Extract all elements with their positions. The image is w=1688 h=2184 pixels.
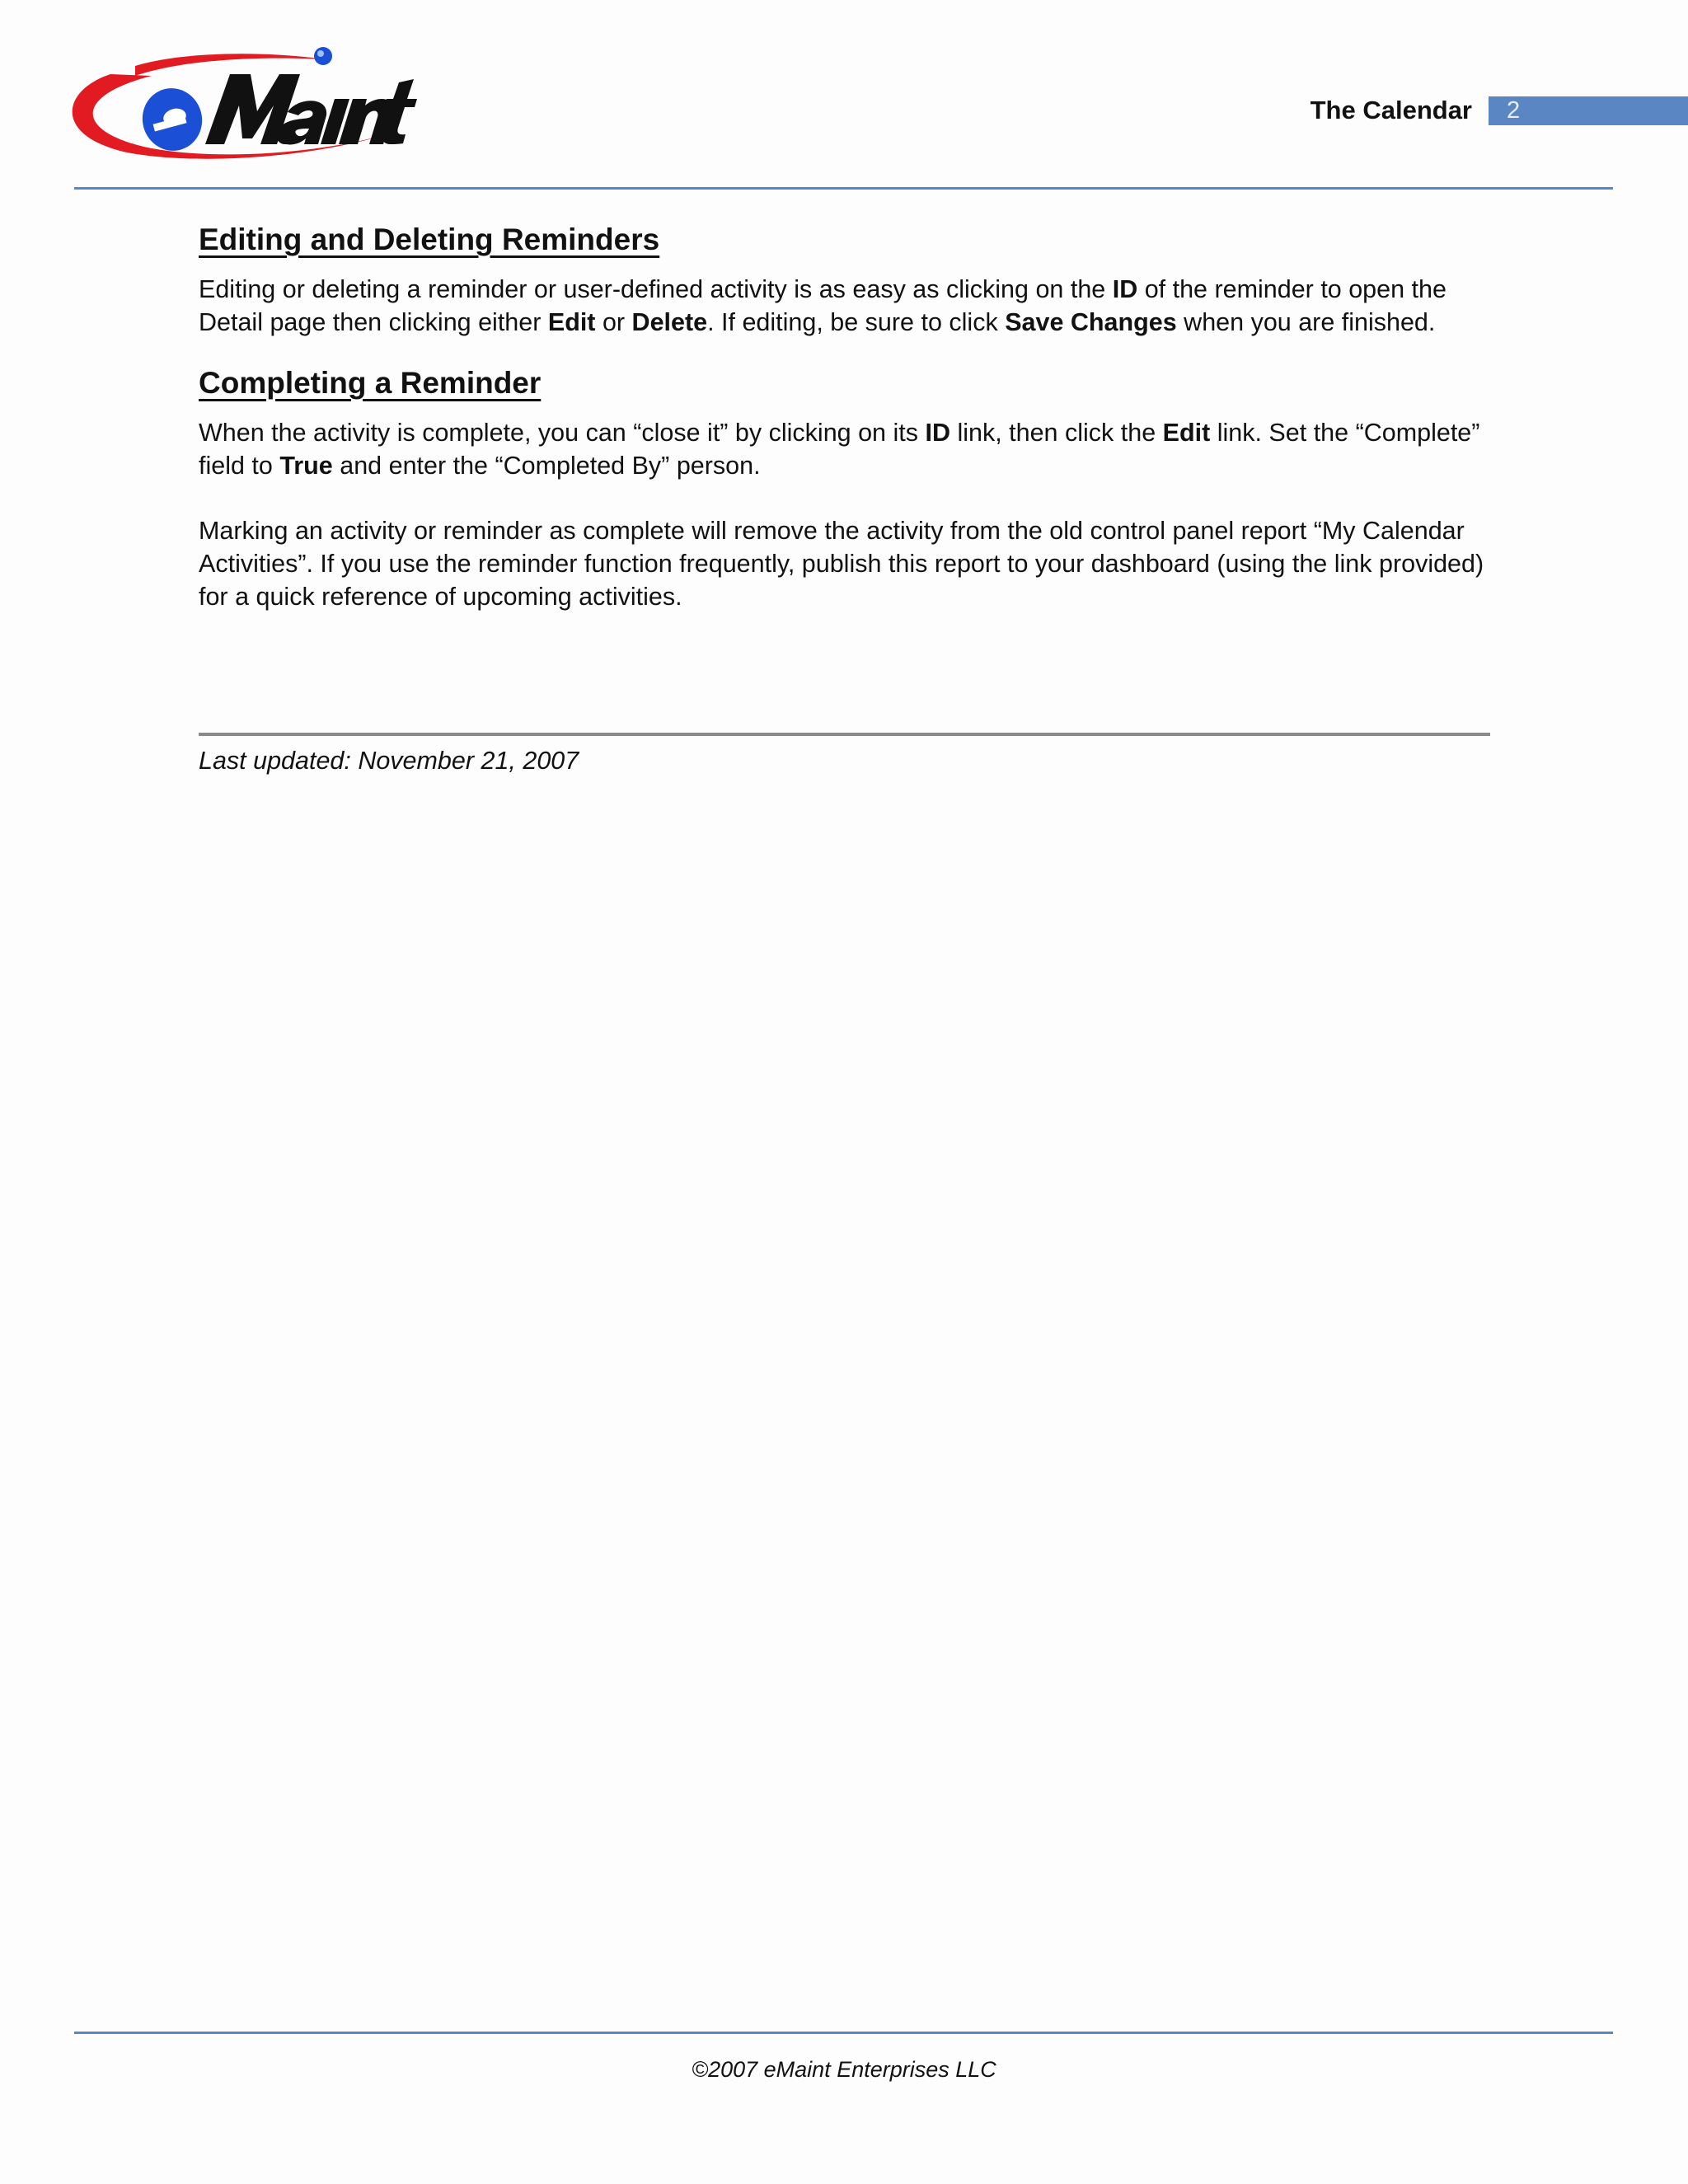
bold-term: Delete — [631, 308, 708, 336]
bold-term: ID — [925, 419, 950, 447]
heading-completing: Completing a Reminder — [199, 366, 542, 400]
emaint-logo — [53, 41, 424, 165]
page-number-bar — [1489, 96, 1688, 125]
footer-divider — [74, 2032, 1613, 2034]
header-section-title: The Calendar — [1310, 96, 1472, 124]
bold-term: Save Changes — [1005, 308, 1177, 336]
bold-term: ID — [1112, 275, 1138, 303]
header-divider — [74, 187, 1613, 190]
paragraph: Marking an activity or reminder as complete will remove the activity from the old control panel report “My Calendar Activities”. If you use the reminder function frequently, publish this report to your dashboard (using the link provided) for a quick reference of upcoming activities. — [199, 517, 1484, 611]
bold-term: Edit — [547, 308, 596, 336]
content-body — [199, 218, 1493, 613]
last-updated: Last updated: November 21, 2007 — [199, 747, 579, 775]
footer-copyright: ©2007 eMaint Enterprises LLC — [692, 2057, 996, 2082]
content-divider — [199, 733, 1490, 736]
heading-editing-deleting: Editing and Deleting Reminders — [199, 223, 660, 256]
paragraph: When the activity is complete, you can “close it” by clicking on its ID link, then click the Edit link. Set the “Complete” field to True and enter the “Completed By” person. — [199, 419, 1480, 480]
bold-term: True — [279, 452, 333, 480]
paragraph: Editing or deleting a reminder or user-defined activity is as easy as clicking on the ID of the reminder to open the Detail page then clicking either Edit or Delete. If editing, be sure to click Save Changes when you are finished. — [199, 275, 1447, 336]
bold-term: Edit — [1162, 419, 1211, 447]
page-number: 2 — [1507, 97, 1521, 124]
